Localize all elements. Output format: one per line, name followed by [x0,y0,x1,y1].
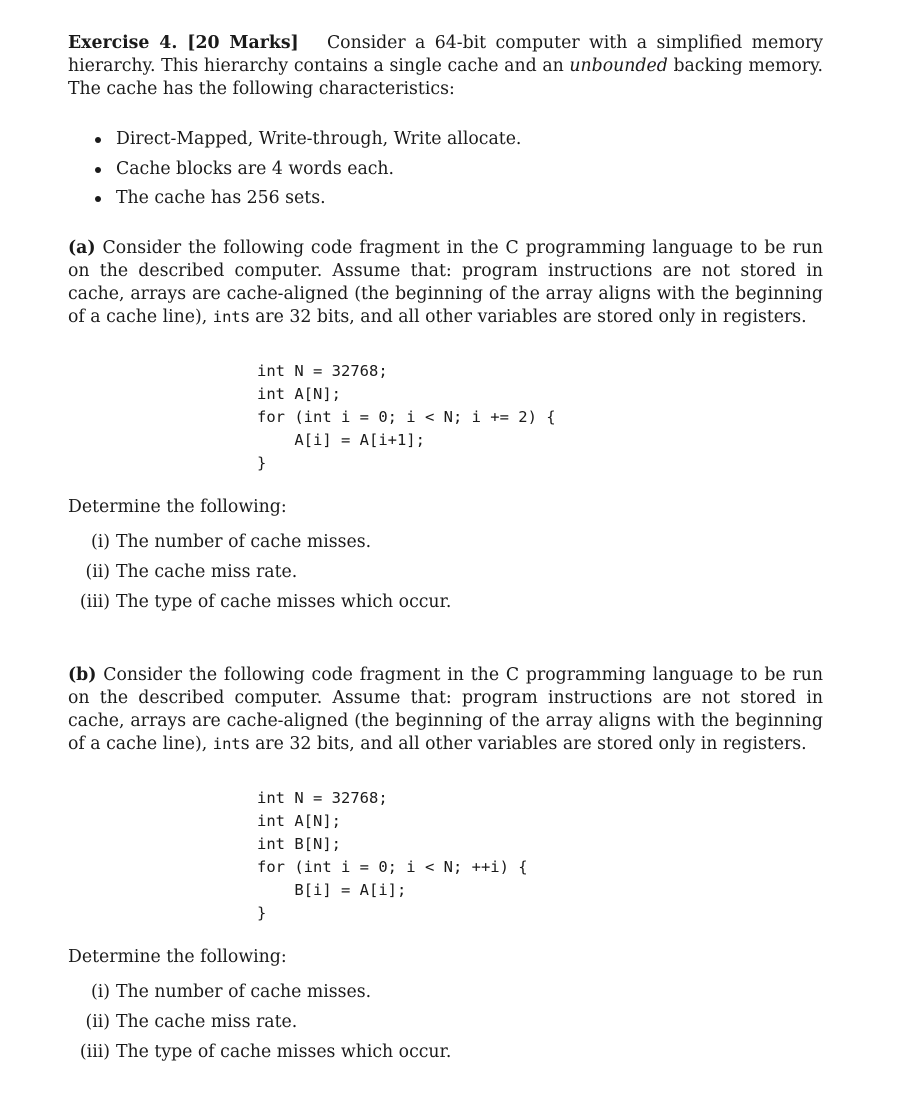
list-item [74,981,451,1011]
list-item [74,561,451,591]
list-item [74,591,451,621]
question-text: The type of cache misses which occur. [116,1042,452,1062]
list-item: Direct-Mapped, Write-through, Write allocate. [92,128,521,158]
list-item [74,1041,451,1071]
part-b-code-block [257,787,528,925]
part-a-questions [74,531,451,621]
question-number: (i) [90,532,110,552]
exercise-intro [68,32,823,101]
part-b-description [68,664,823,756]
intro-italic: unbounded [569,56,668,76]
question-number: (i) [90,982,110,1002]
part-a-code-block [257,360,556,475]
code-line: int B[N]; [257,835,341,853]
question-number: (ii) [85,1012,110,1032]
question-number: (ii) [85,562,110,582]
part-b-label: (b) [68,665,97,685]
list-item: The cache has 256 sets. [92,187,521,217]
code-line: for (int i = 0; i < N; i += 2) { [257,408,556,426]
question-number: (iii) [79,1042,110,1062]
code-line: int N = 32768; [257,362,388,380]
exercise-heading: Exercise 4. [20 Marks] [68,33,299,53]
code-line: } [257,904,267,922]
part-b-text: Consider the following code fragment in the C programming language to be run on the described computer. Assume that: program instructions are not stored in cache, arrays are cache-aligned (the beginning of the array aligns with the beginning of a cache line), [68,665,823,754]
part-a-text: Consider the following code fragment in the C programming language to be run on the described computer. Assume that: program instructions are not stored in cache, arrays are cache-aligned (the beginning of the array aligns with the beginning of a cache line), [68,238,823,327]
list-item [74,531,451,561]
question-text: The number of cache misses. [116,982,372,1002]
question-text: The type of cache misses which occur. [116,592,452,612]
question-text: The cache miss rate. [116,1012,298,1032]
question-text: The number of cache misses. [116,532,372,552]
part-a-code-word: int [212,308,241,326]
part-b-questions [74,981,451,1071]
part-a-text-end: s are 32 bits, and all other variables are stored only in registers. [240,307,807,327]
list-item [74,1011,451,1041]
part-a-label: (a) [68,238,96,258]
code-line: int A[N]; [257,812,341,830]
part-b-determine: Determine the following: [68,947,287,967]
code-line: A[i] = A[i+1]; [257,431,425,449]
part-b-code-word: int [212,735,241,753]
part-a-description [68,237,823,329]
question-text: The cache miss rate. [116,562,298,582]
part-a-determine: Determine the following: [68,497,287,517]
cache-characteristics-list [92,128,521,217]
code-line: int A[N]; [257,385,341,403]
code-line: for (int i = 0; i < N; ++i) { [257,858,528,876]
part-b-text-end: s are 32 bits, and all other variables are stored only in registers. [240,734,807,754]
intro-text-end: backing memory. The cache has the following characteristics: [68,56,823,99]
code-line: } [257,454,267,472]
list-item: Cache blocks are 4 words each. [92,158,521,188]
question-number: (iii) [79,592,110,612]
intro-text: Consider a 64-bit computer with a simplified memory hierarchy. This hierarchy contains a single cache and an [68,33,824,76]
code-line: int N = 32768; [257,789,388,807]
code-line: B[i] = A[i]; [257,881,407,899]
